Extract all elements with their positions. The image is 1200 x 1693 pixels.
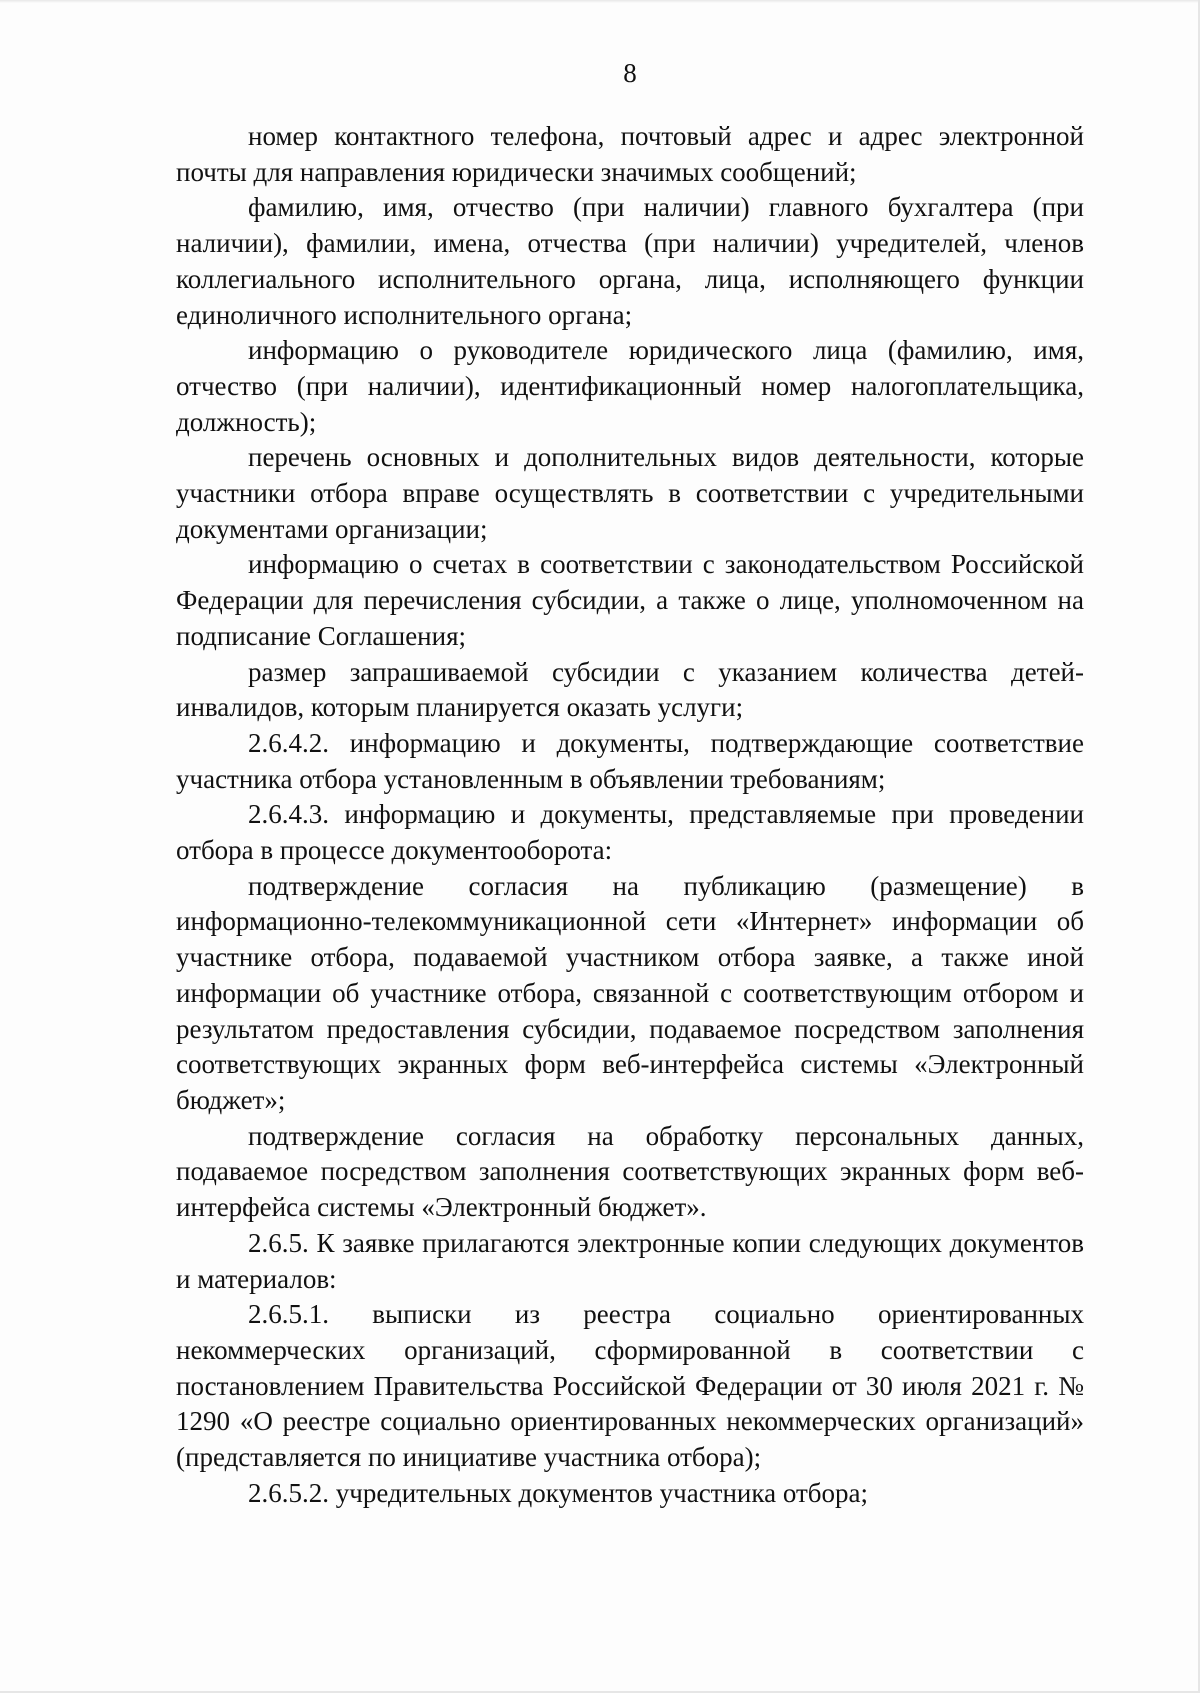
paragraph-2-6-5: 2.6.5. К заявке прилагаются электронные копии следующих документов и материалов: [176, 1227, 1084, 1294]
page-number: 8 [623, 58, 637, 88]
paragraph-activities-list: перечень основных и дополнительных видов деятельности, которые участники отбора вправе осуществлять в соответствии с учредительными документами организации; [176, 442, 1084, 544]
paragraph-subsidy-amount: размер запрашиваемой субсидии с указанием количества детей-инвалидов, которым планируется оказать услуги; [176, 656, 1084, 723]
scan-edge [0, 0, 1200, 3]
paragraph-contact-info: номер контактного телефона, почтовый адрес и адрес электронной почты для направления юридически значимых сообщений; [176, 121, 1084, 187]
paragraph-2-6-5-2: 2.6.5.2. учредительных документов участника отбора; [248, 1477, 868, 1508]
paragraph-publication-consent: подтверждение согласия на публикацию (размещение) в информационно-телекоммуникационной сети «Интернет» информации об участнике отбора, подаваемой участником отбора заявке, а также иной информации об участнике отбора, связанной с соответствующим отбором и результатом предоставления субсидии, подаваемое посредством заполнения соответствующих экранных форм веб-интерфейса системы «Электронный бюджет»; [176, 870, 1084, 1115]
paragraph-director-info: информацию о руководителе юридического лица (фамилию, имя, отчество (при наличии), идентификационный номер налогоплательщика, должность); [176, 335, 1084, 437]
paragraph-2-6-4-3: 2.6.4.3. информацию и документы, представляемые при проведении отбора в процессе документооборота: [176, 799, 1084, 866]
document-body [176, 119, 1084, 1511]
paragraph-accountant-founders: фамилию, имя, отчество (при наличии) главного бухгалтера (при наличии), фамилии, имена, отчества (при наличии) учредителей, членов коллегиального исполнительного органа, лица, исполняющего функции единоличного исполнительного органа; [176, 192, 1084, 330]
paragraph-accounts-info: информацию о счетах в соответствии с законодательством Российской Федерации для перечисления субсидии, а также о лице, уполномоченном на подписание Соглашения; [176, 549, 1084, 651]
paragraph-personal-data-consent: подтверждение согласия на обработку персональных данных, подаваемое посредством заполнения соответствующих экранных форм веб-интерфейса системы «Электронный бюджет». [176, 1120, 1084, 1223]
paragraph-2-6-5-1: 2.6.5.1. выписки из реестра социально ориентированных некоммерческих организаций, сформированной в соответствии с постановлением Правительства Российской Федерации от 30 июля 2021 г. № 1290 «О реестре социально ориентированных некоммерческих организаций» (представляется по инициативе участника отбора); [176, 1299, 1084, 1473]
paragraph-2-6-4-2: 2.6.4.2. информацию и документы, подтверждающие соответствие участника отбора установленным в объявлении требованиям; [176, 727, 1084, 794]
